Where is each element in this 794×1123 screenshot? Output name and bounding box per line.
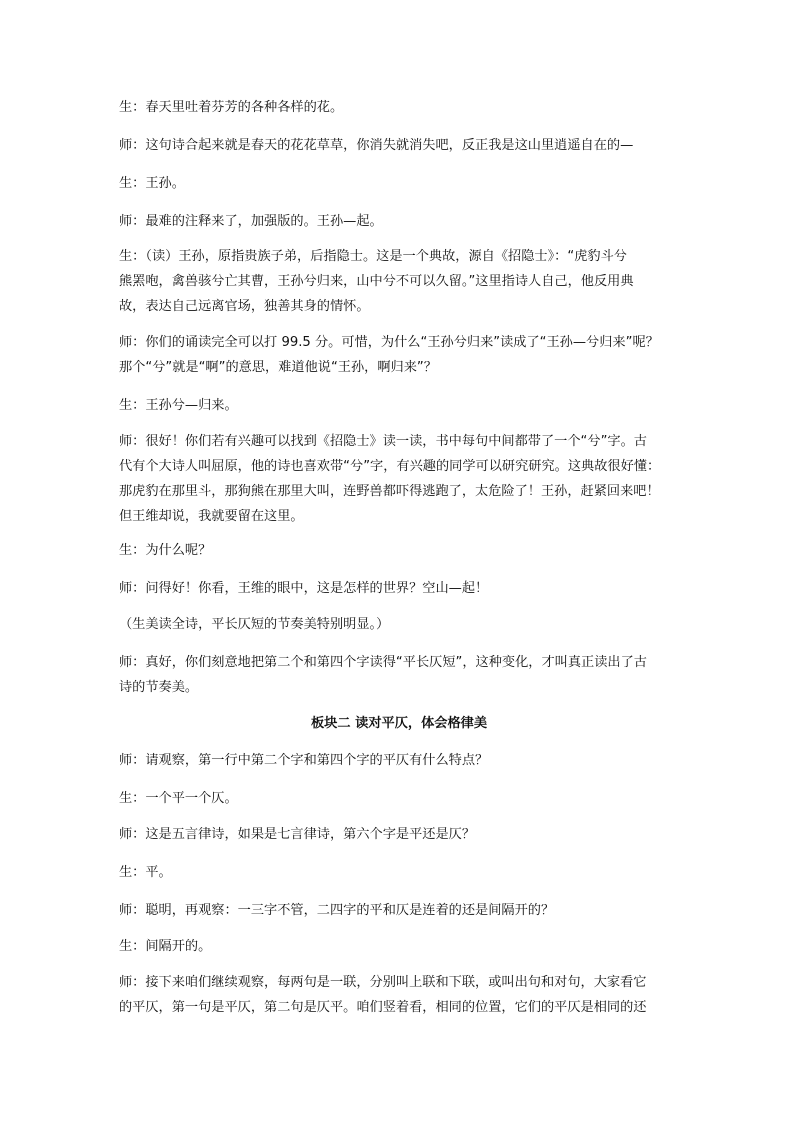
paragraph-line: 师：聪明，再观察：一三字不管，二四字的平和仄是连着的还是间隔开的？ (119, 903, 555, 918)
paragraph-line: 那个“兮”就是“啊”的意思，难道他说“王孙，啊归来”？ (119, 360, 437, 375)
paragraph-18 (119, 934, 679, 959)
paragraph-line: 师：很好！你们若有兴趣可以找到《招隐士》读一读，书中每句中间都带了一个“兮”字。古 (119, 434, 647, 449)
paragraph-line: 师：这句诗合起来就是春天的花花草草，你消失就消失吧，反正我是这山里逍遥自在的— (119, 138, 634, 153)
paragraph-4 (119, 209, 679, 234)
paragraph-line: 生：（读）王孙，原指贵族子弟，后指隐士。这是一个典故，源自《招隐士》：“虎豹斗兮 (119, 249, 627, 264)
paragraph-19 (119, 970, 679, 1020)
paragraph-line: 但王维却说，我就要留在这里。 (119, 509, 304, 524)
paragraph-line: 生：王孙兮—归来。 (119, 398, 238, 413)
paragraph-5 (119, 244, 679, 319)
paragraph-line: 熊罴咆，禽兽骇兮亡其曹，王孙兮归来，山中兮不可以久留。”这里指诗人自己，他反用典 (119, 274, 634, 289)
paragraph-line: 师：请观察，第一行中第二个字和第四个字的平仄有什么特点？ (119, 753, 489, 768)
paragraph-line: 师：你们的诵读完全可以打 99.5 分。可惜，为什么“王孙兮归来”读成了“王孙—兮归来”呢？ (119, 335, 659, 350)
paragraph-1 (119, 95, 679, 120)
paragraph-line: 生：王孙。 (119, 176, 185, 191)
paragraph-17 (119, 898, 679, 923)
paragraph-2 (119, 133, 679, 158)
paragraph-line: 生：平。 (119, 865, 172, 880)
paragraph-line: 的平仄，第一句是平仄，第二句是仄平。咱们竖着看，相同的位置，它们的平仄是相同的还 (119, 1000, 647, 1015)
paragraph-line: 生：为什么呢？ (119, 543, 212, 558)
paragraph-line: 生：春天里吐着芬芳的各种各样的花。 (119, 100, 344, 115)
paragraph-15 (119, 822, 679, 847)
paragraph-3 (119, 171, 679, 196)
section-heading: 板块二 读对平仄，体会格律美 (310, 716, 488, 731)
paragraph-line: 师：最难的注释来了，加强版的。王孙—起。 (119, 214, 383, 229)
paragraph-line: 故，表达自己远离官场，独善其身的情怀。 (119, 299, 370, 314)
paragraph-line: 生：一个平一个仄。 (119, 791, 238, 806)
paragraph-line: 诗的节奏美。 (119, 680, 199, 695)
paragraph-line: 师：问得好！你看，王维的眼中，这是怎样的世界？空山—起！ (119, 581, 489, 596)
paragraph-16 (119, 860, 679, 885)
paragraph-line: （生美读全诗，平长仄短的节奏美特别明显。） (119, 617, 390, 632)
paragraph-8 (119, 429, 679, 529)
paragraph-13 (119, 748, 679, 773)
paragraph-line: 那虎豹在那里斗，那狗熊在那里大叫，连野兽都吓得逃跑了，太危险了！王孙，赶紧回来吧！ (119, 484, 660, 499)
paragraph-9 (119, 538, 679, 563)
paragraph-line: 生：间隔开的。 (119, 939, 212, 954)
paragraph-line: 师：接下来咱们继续观察，每两句是一联，分别叫上联和下联，或叫出句和对句，大家看它 (119, 975, 647, 990)
paragraph-11 (119, 612, 679, 637)
paragraph-6 (119, 330, 679, 380)
paragraph-7 (119, 393, 679, 418)
paragraph-14 (119, 786, 679, 811)
paragraph-line: 师：真好，你们刻意地把第二个和第四个字读得“平长仄短”，这种变化，才叫真正读出了古 (119, 655, 647, 670)
paragraph-10 (119, 576, 679, 601)
paragraph-12 (119, 650, 679, 700)
paragraph-line: 代有个大诗人叫屈原，他的诗也喜欢带“兮”字，有兴趣的同学可以研究研究。这典故很好懂： (119, 459, 661, 474)
paragraph-line: 师：这是五言律诗，如果是七言律诗，第六个字是平还是仄？ (119, 827, 476, 842)
